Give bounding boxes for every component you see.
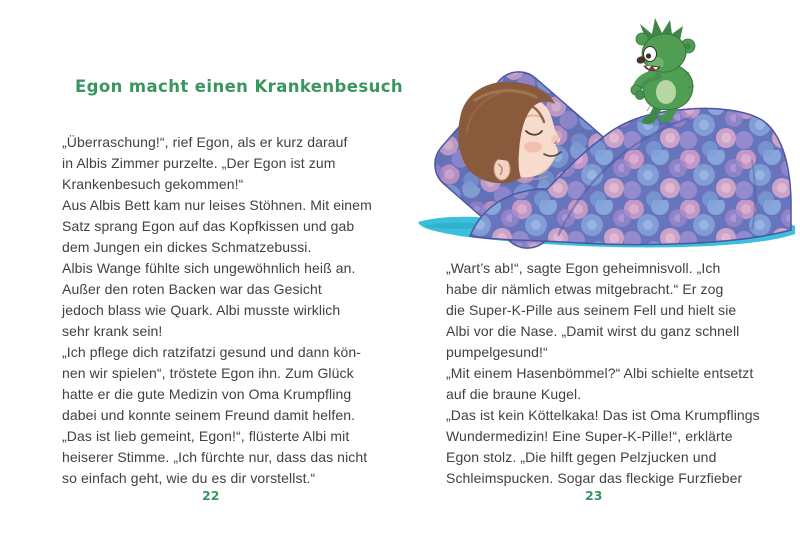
chapter-title: Egon macht einen Krankenbesuch: [75, 77, 404, 96]
text-line: Albi vor die Nase. „Damit wirst du ganz schnell: [446, 323, 740, 339]
boy-albi: [458, 82, 561, 183]
text-line: Albis Wange fühlte sich ungewöhnlich heiß an.: [62, 260, 356, 276]
page-number-right: 23: [585, 488, 603, 503]
text-line: Schleimspucken. Sogar das fleckige Furzfieber: [446, 470, 743, 486]
text-line: heiserer Stimme. „Ich fürchte nur, dass das nicht: [62, 449, 368, 465]
right-text-block: [446, 258, 776, 489]
text-line: in Albis Zimmer purzelte. „Der Egon ist zum: [62, 155, 336, 171]
text-line: dabei und konnte seinem Freund damit helfen.: [62, 407, 356, 423]
text-line: Außer den roten Backen war das Gesicht: [62, 281, 322, 297]
text-line: Egon stolz. „Die hilft gegen Pelzjucken und: [446, 449, 717, 465]
boy-ear: [494, 157, 510, 180]
text-line: nen wir spielen“, tröstete Egon ihn. Zum Glück: [62, 365, 354, 381]
text-line: so einfach geht, wie du es dir vorstellst.“: [62, 470, 316, 486]
text-line: habe dir nämlich etwas mitgebracht.“ Er zog: [446, 281, 724, 297]
text-line: die Super-K-Pille aus seinem Fell und hielt sie: [446, 302, 737, 318]
text-line: auf die braune Kugel.: [446, 386, 582, 402]
text-line: „Ich pflege dich ratzifatzi gesund und dann kön-: [62, 344, 361, 360]
text-line: pumpelgesund!“: [446, 344, 548, 360]
text-line: Satz sprang Egon auf das Kopfkissen und gab: [62, 218, 355, 234]
text-line: „Überraschung!“, rief Egon, als er kurz darauf: [62, 134, 348, 150]
text-line: jedoch blass wie Quark. Albi musste wirklich: [62, 302, 341, 318]
text-line: Wundermedizin! Eine Super-K-Pille!“, erklärte: [446, 428, 733, 444]
text-line: Krankenbesuch gekommen!“: [62, 176, 244, 192]
text-line: sehr krank sein!: [62, 323, 163, 339]
text-line: „Wart’s ab!“, sagte Egon geheimnisvoll. „Ich: [446, 260, 721, 276]
text-line: Aus Albis Bett kam nur leises Stöhnen. Mit einem: [62, 197, 372, 213]
text-line: „Das ist kein Köttelkaka! Das ist Oma Krumpflings: [446, 407, 760, 423]
text-line: „Mit einem Hasenbömmel?“ Albi schielte entsetzt: [446, 365, 754, 381]
text-line: dem Jungen ein dickes Schmatzebussi.: [62, 239, 312, 255]
text-line: „Das ist lieb gemeint, Egon!“, flüsterte Albi mit: [62, 428, 350, 444]
text-line: hatte er die gute Medizin von Oma Krumpfling: [62, 386, 352, 402]
left-text-block: [62, 132, 372, 489]
illustration: [400, 0, 800, 250]
page-number-left: 22: [202, 488, 220, 503]
